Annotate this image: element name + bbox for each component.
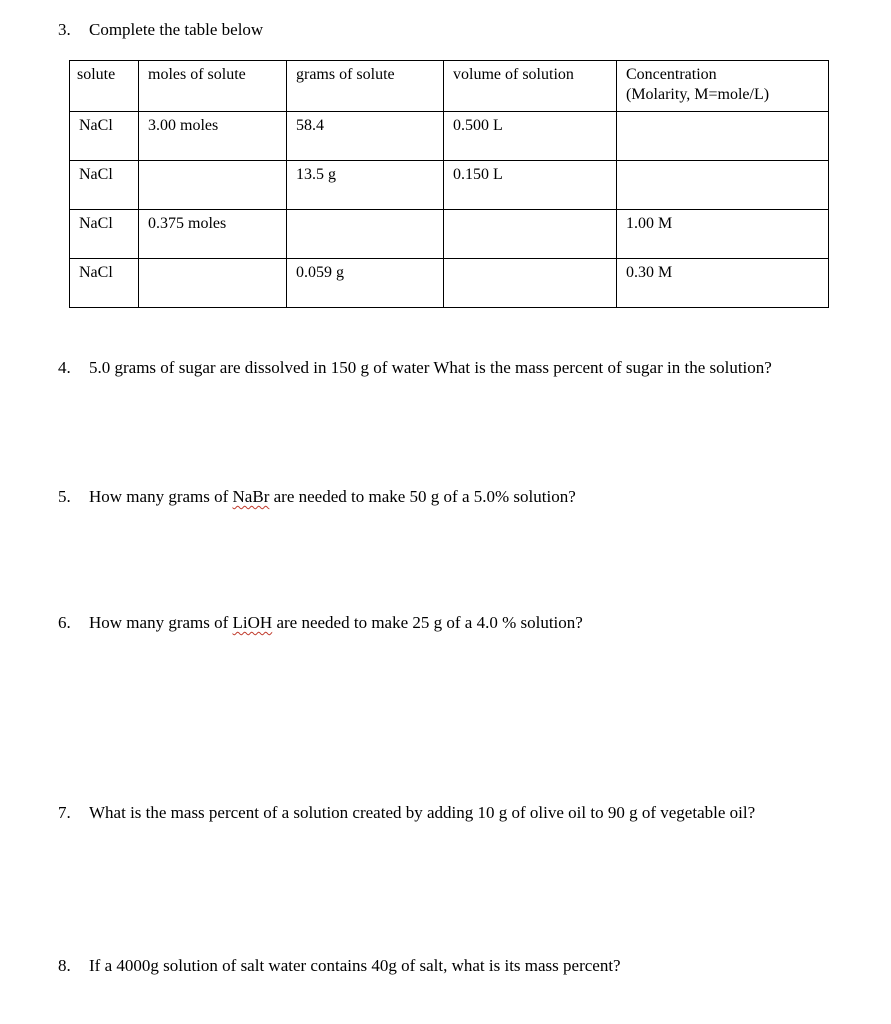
question-number: 8. (58, 956, 71, 975)
cell-grams: 58.4 (287, 112, 444, 161)
cell-grams: 0.059 g (287, 259, 444, 308)
header-moles-of-solute: moles of solute (139, 61, 287, 112)
question-number: 5. (58, 487, 71, 506)
table-header-row (70, 61, 829, 112)
header-volume-of-solution: volume of solution (444, 61, 617, 112)
header-grams-of-solute: grams of solute (287, 61, 444, 112)
cell-concentration: 1.00 M (617, 210, 829, 259)
question-text-start: How many grams of (89, 613, 233, 632)
cell-concentration (617, 161, 829, 210)
question-number: 3. (58, 20, 71, 39)
header-solute: solute (70, 61, 139, 112)
table-row (70, 161, 829, 210)
cell-moles (139, 259, 287, 308)
question-8 (58, 956, 621, 976)
cell-volume: 0.150 L (444, 161, 617, 210)
cell-volume (444, 259, 617, 308)
question-text: If a 4000g solution of salt water contains 40g of salt, what is its mass percent? (89, 956, 621, 975)
question-number: 6. (58, 613, 71, 632)
table-row (70, 210, 829, 259)
cell-concentration (617, 112, 829, 161)
header-concentration: Concentration (Molarity, M=mole/L) (617, 61, 829, 112)
question-number: 4. (58, 358, 71, 377)
header-molarity-note: (Molarity, M=mole/L) (626, 86, 770, 103)
cell-volume: 0.500 L (444, 112, 617, 161)
cell-concentration: 0.30 M (617, 259, 829, 308)
cell-moles: 0.375 moles (139, 210, 287, 259)
question-4 (58, 358, 772, 378)
question-number: 7. (58, 803, 71, 822)
question-3 (58, 20, 263, 40)
cell-solute: NaCl (70, 210, 139, 259)
question-7 (58, 803, 755, 823)
question-5 (58, 487, 576, 507)
table-row (70, 259, 829, 308)
cell-grams (287, 210, 444, 259)
cell-moles (139, 161, 287, 210)
cell-moles: 3.00 moles (139, 112, 287, 161)
question-text: What is the mass percent of a solution created by adding 10 g of olive oil to 90 g of vegetable oil? (89, 803, 756, 822)
cell-volume (444, 210, 617, 259)
concentration-table (69, 60, 829, 308)
question-text-end: are needed to make 25 g of a 4.0 % solution? (272, 613, 583, 632)
table-row (70, 112, 829, 161)
cell-solute: NaCl (70, 112, 139, 161)
cell-solute: NaCl (70, 259, 139, 308)
spelling-flagged-term: NaBr (232, 487, 270, 506)
cell-solute: NaCl (70, 161, 139, 210)
question-text-end: are needed to make 50 g of a 5.0% solution? (269, 487, 576, 506)
cell-grams: 13.5 g (287, 161, 444, 210)
question-text-start: How many grams of (89, 487, 233, 506)
question-6 (58, 613, 583, 633)
question-text: Complete the table below (89, 20, 264, 39)
spelling-flagged-term: LiOH (232, 613, 273, 632)
question-text: 5.0 grams of sugar are dissolved in 150 g of water What is the mass percent of sugar in the solution? (89, 358, 772, 377)
